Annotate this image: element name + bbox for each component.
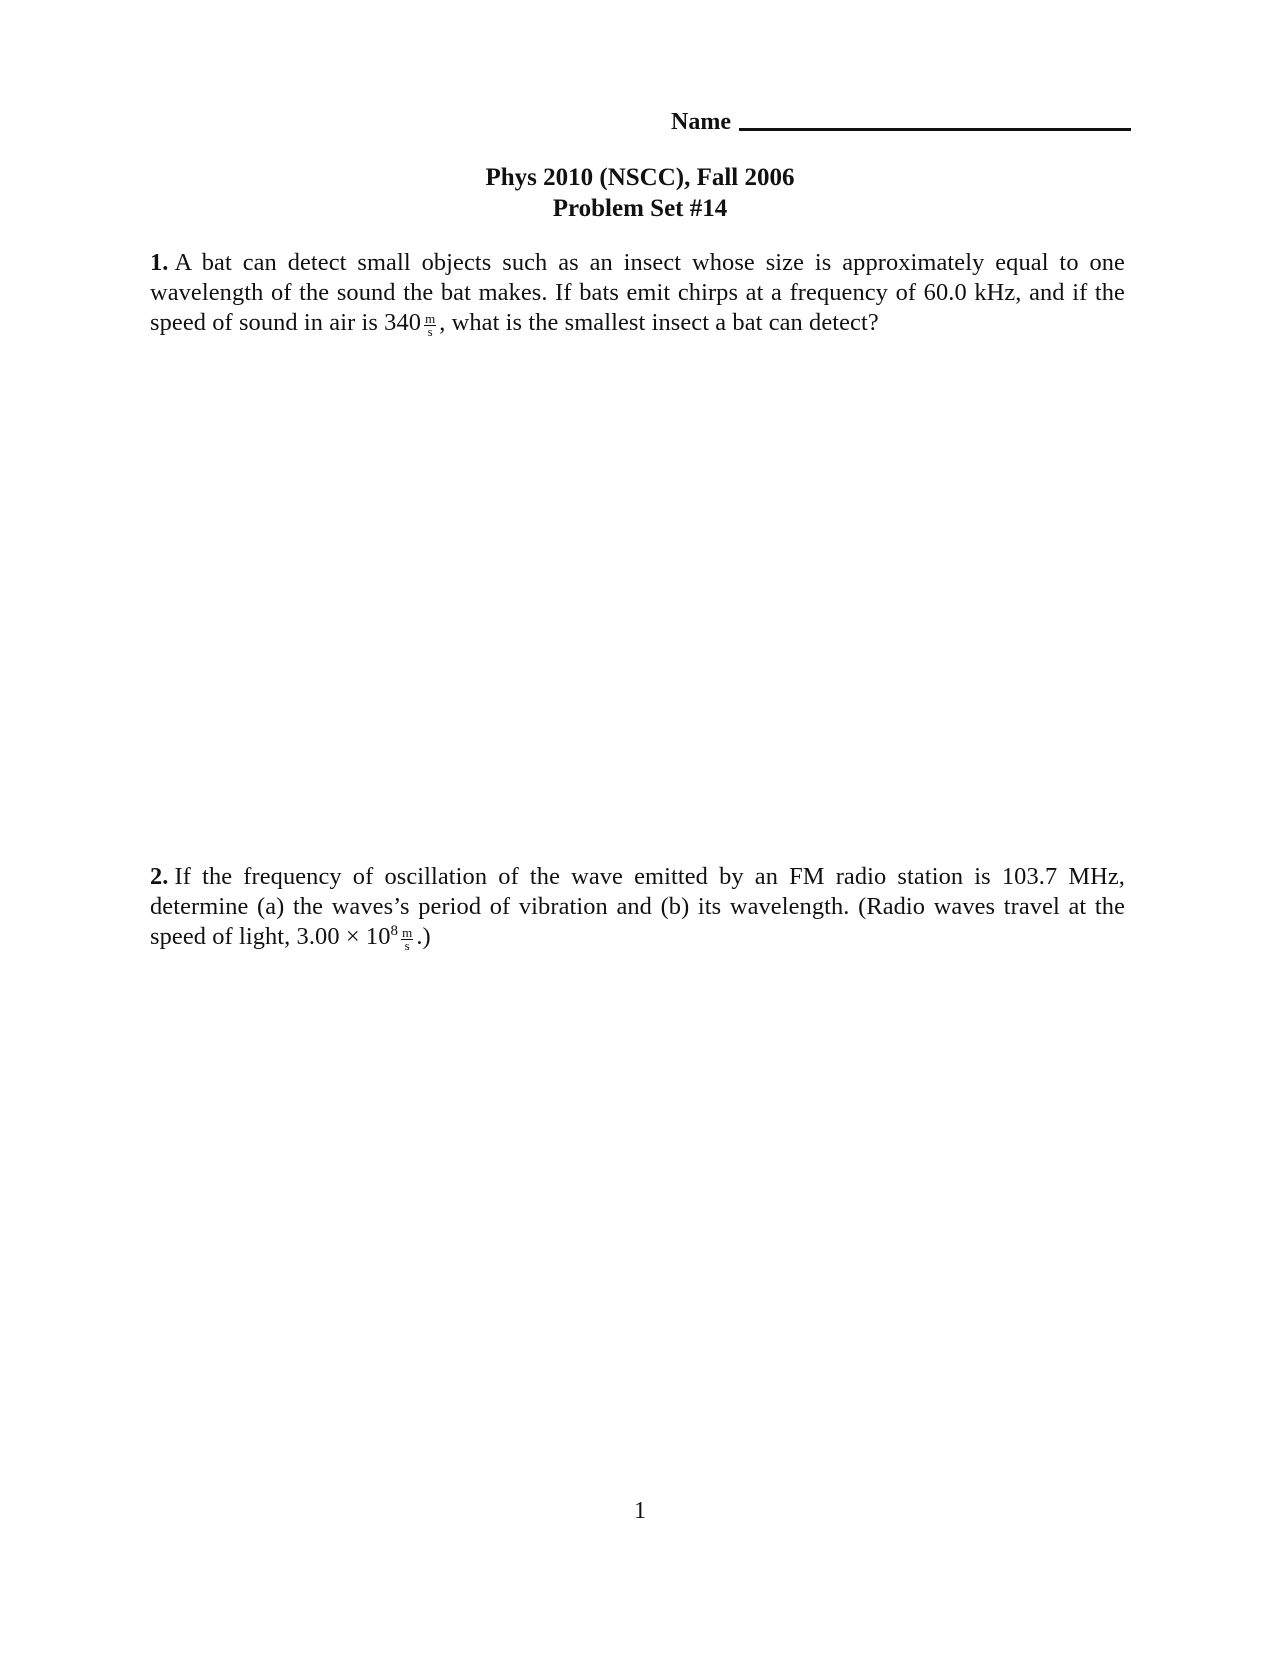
exponent: 8 (390, 923, 399, 939)
problem-number: 2. (150, 863, 169, 890)
unit-numerator: m (402, 925, 413, 940)
problem-text-end: , what is the smallest insect a bat can detect? (439, 309, 879, 336)
document-header (0, 162, 1280, 224)
name-field (671, 108, 1131, 138)
unit-fraction (424, 313, 436, 338)
problem-1 (150, 248, 1125, 338)
problem-set-title: Problem Set #14 (552, 195, 728, 222)
course-title: Phys 2010 (NSCC), Fall 2006 (485, 164, 795, 191)
problem-text-end: .) (416, 923, 431, 950)
unit-fraction (401, 927, 413, 952)
name-label: Name (671, 109, 731, 135)
unit-numerator: m (425, 311, 436, 326)
problem-text: A bat can detect small objects such as an insect whose size is approximately equal to one wavelength of the sound the bat makes. If bats emit chirps at a frequency of 60.0 kHz, and if the speed of sound in air is 340 (150, 249, 1125, 336)
name-blank-line (739, 128, 1131, 131)
problem-2 (150, 862, 1125, 952)
problem-number: 1. (150, 249, 169, 276)
problem-text: If the frequency of oscillation of the wave emitted by an FM radio station is 103.7 MHz, determine (a) the waves’s period of vibration and (b) its wavelength. (Radio waves travel at the speed of light, 3.00 × 10 (150, 863, 1125, 950)
unit-denominator: s (427, 324, 433, 339)
page-number: 1 (634, 1498, 646, 1524)
unit-denominator: s (404, 938, 410, 953)
